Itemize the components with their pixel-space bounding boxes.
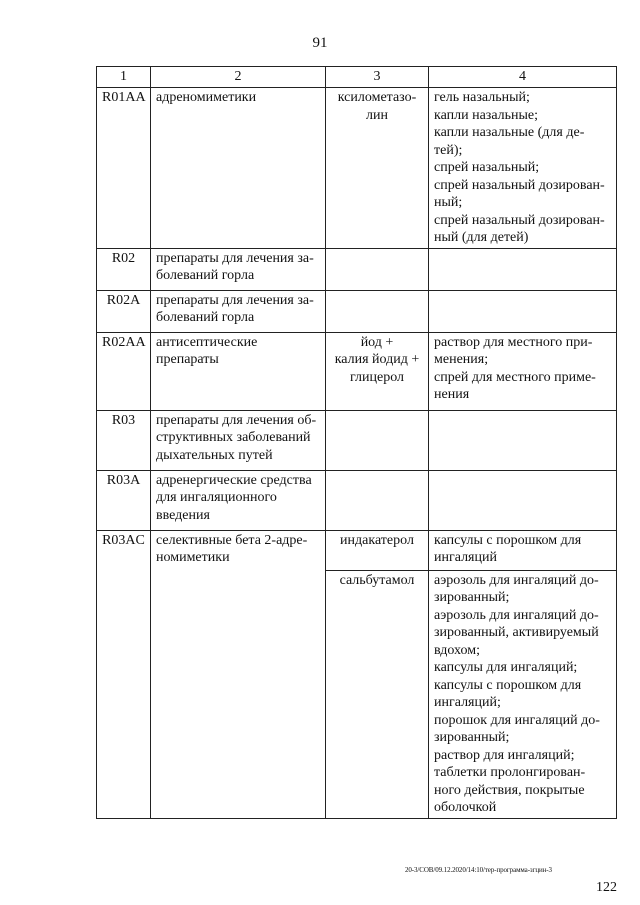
atc-code: R02AA: [97, 332, 151, 410]
drug-name: [326, 248, 429, 290]
dosage-form: капли назальные;: [434, 107, 539, 123]
atc-code: R02A: [97, 290, 151, 332]
dosage-form: капли назальные (для де- тей);: [434, 125, 585, 158]
pharmacological-group: препараты для лечения за- болеваний горла: [151, 248, 326, 290]
table-row: [97, 332, 617, 410]
column-header: 1: [97, 67, 151, 88]
dosage-form: капсулы с порошком для ингаляций;: [434, 677, 582, 710]
column-header: 3: [326, 67, 429, 88]
atc-code: R03A: [97, 470, 151, 530]
dosage-forms: [429, 88, 617, 249]
dosage-form: порошок для ингаляций до- зированный;: [434, 712, 600, 745]
dosage-form: раствор для местного при- менения;: [434, 334, 593, 367]
pharmacological-group: адреномиметики: [151, 88, 326, 249]
table-row: [97, 88, 617, 249]
dosage-form: таблетки пролонгирован- ного действия, покрытые оболочкой: [434, 765, 586, 815]
dosage-form: капсулы с порошком для ингаляций: [434, 532, 582, 565]
drug-name: [326, 470, 429, 530]
table-row: [97, 410, 617, 470]
pharmacological-group: антисептические препараты: [151, 332, 326, 410]
dosage-forms: [429, 470, 617, 530]
footer-page-number: 122: [596, 880, 617, 895]
drug-name: сальбутамол: [326, 570, 429, 818]
dosage-forms: [429, 290, 617, 332]
pharmacological-group: препараты для лечения за- болеваний горла: [151, 290, 326, 332]
table-row: [97, 470, 617, 530]
drug-name: индакатерол: [326, 530, 429, 570]
pharmacological-group: препараты для лечения об- структивных заболеваний дыхательных путей: [151, 410, 326, 470]
dosage-form: раствор для ингаляций;: [434, 747, 575, 763]
atc-code: R03AC: [97, 530, 151, 818]
atc-code: R03: [97, 410, 151, 470]
page-number: 91: [312, 35, 328, 51]
drug-name: [326, 410, 429, 470]
dosage-form: капсулы для ингаляций;: [434, 660, 578, 675]
atc-code: R01AA: [97, 88, 151, 249]
dosage-forms: [429, 530, 617, 570]
document-reference-code: 20-3/СОВ/09.12.2020/14:10/тер-программа-згцин-3: [405, 866, 552, 874]
pharmacological-group: селективные бета 2-адре- номиметики: [151, 530, 326, 818]
dosage-form: спрей назальный;: [434, 160, 540, 175]
dosage-form: гель назальный;: [434, 90, 530, 105]
dosage-forms: [429, 570, 617, 818]
dosage-forms: [429, 410, 617, 470]
column-header: 2: [151, 67, 326, 88]
table-row: [97, 248, 617, 290]
table-row: [97, 290, 617, 332]
atc-code: R02: [97, 248, 151, 290]
table-header-row: [97, 67, 617, 88]
column-header: 4: [429, 67, 617, 88]
drug-name: йод + калия йодид + глицерол: [326, 332, 429, 410]
drug-name: ксилометазо- лин: [326, 88, 429, 249]
dosage-form: спрей для местного приме- нения: [434, 369, 596, 402]
dosage-form: спрей назальный дозирован- ный;: [434, 177, 605, 210]
drug-table: [96, 66, 617, 819]
dosage-forms: [429, 332, 617, 410]
dosage-form: аэрозоль для ингаляций до- зированный;: [434, 572, 599, 605]
dosage-form: аэрозоль для ингаляций до- зированный, активируемый вдохом;: [434, 607, 599, 658]
table-row: [97, 530, 617, 570]
dosage-forms: [429, 248, 617, 290]
dosage-form: спрей назальный дозирован- ный (для детей): [434, 212, 605, 245]
drug-name: [326, 290, 429, 332]
pharmacological-group: адренергические средства для ингаляционного введения: [151, 470, 326, 530]
